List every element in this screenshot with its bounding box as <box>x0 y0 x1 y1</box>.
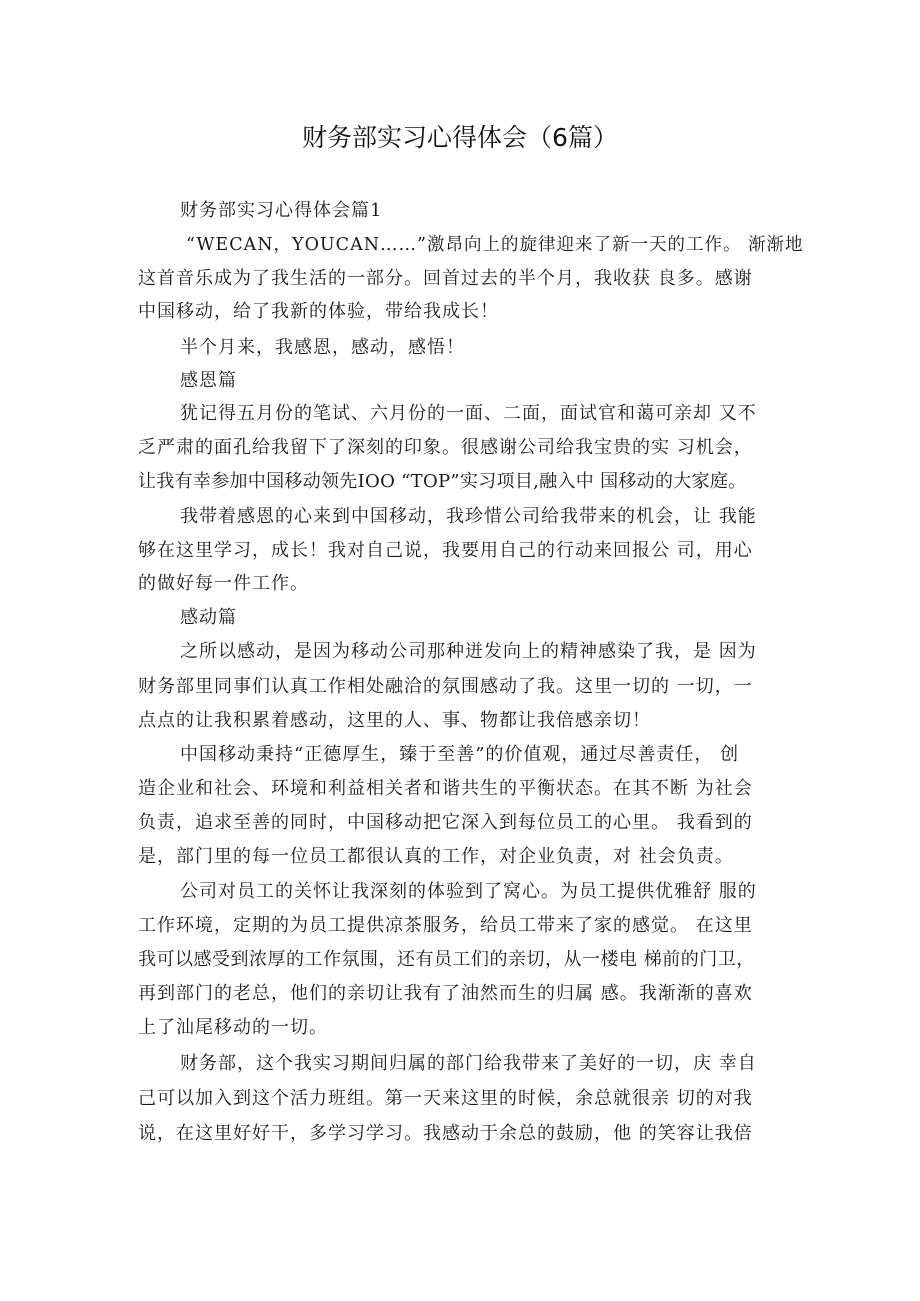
section-heading: 感动篇 <box>180 607 237 628</box>
paragraph-line: 这首音乐成为了我生活的一部分。回首过去的半个月，我收获 良多。感谢 <box>138 268 753 289</box>
paragraph-line: 点点的让我积累着感动，这里的人、事、物都让我倍感亲切！ <box>138 710 651 731</box>
paragraph-line: 我可以感受到浓厚的工作氛围，还有员工们的亲切，从一楼电 梯前的门卫， <box>138 949 755 970</box>
paragraph-line: 我带着感恩的心来到中国移动，我珍惜公司给我带来的机会，让 我能 <box>180 506 757 527</box>
paragraph-line: 再到部门的老总，他们的亲切让我有了油然而生的归属 感。我渐渐的喜欢 <box>138 983 753 1004</box>
page-title: 财务部实习心得体会（6篇） <box>302 123 618 152</box>
paragraph-line: 的做好每一件工作。 <box>138 573 309 594</box>
paragraph-line: 是，部门里的每一位员工都很认真的工作，对企业负责，对 社会负责。 <box>138 846 734 867</box>
paragraph-line: 中国移动，给了我新的体验，带给我成长！ <box>138 301 499 322</box>
paragraph-line: 说，在这里好好干，多学习学习。我感动于余总的鼓励，他 的笑容让我倍 <box>138 1123 753 1144</box>
paragraph-line: 己可以加入到这个活力班组。第一天来这里的时候，余总就很亲 切的对我 <box>138 1088 753 1109</box>
section-heading: 感恩篇 <box>180 370 237 391</box>
paragraph-line: 公司对员工的关怀让我深刻的体验到了窝心。为员工提供优雅舒 服的 <box>180 881 757 902</box>
paragraph-line: 半个月来，我感恩，感动，感悟！ <box>180 337 465 358</box>
paragraph-line: 财务部里同事们认真工作相处融洽的氛围感动了我。这里一切的 一切，一 <box>138 676 753 697</box>
paragraph-line: 负责，追求至善的同时，中国移动把它深入到每位员工的心里。 我看到的 <box>138 812 753 833</box>
paragraph-line: 之所以感动，是因为移动公司那种迸发向上的精神感染了我，是 因为 <box>180 641 757 662</box>
paragraph-line: 工作环境，定期的为员工提供凉茶服务，给员工带来了家的感觉。 在这里 <box>138 915 753 936</box>
paragraph-line: 中国移动秉持“正德厚生，臻于至善”的价值观，通过尽善责任， 创 <box>180 744 740 765</box>
paragraph-line: 犹记得五月份的笔试、六月份的一面、二面，面试官和蔼可亲却 又不 <box>180 403 757 424</box>
section-heading: 财务部实习心得体会篇1 <box>180 200 383 221</box>
paragraph-line: 财务部，这个我实习期间归属的部门给我带来了美好的一切，庆 幸自 <box>180 1053 757 1074</box>
paragraph-line: “WECAN，YOUCAN……”激昂向上的旋律迎来了新一天的工作。 渐渐地 <box>186 235 804 255</box>
paragraph-line: 乏严肃的面孔给我留下了深刻的印象。很感谢公司给我宝贵的实 习机会， <box>138 437 753 458</box>
paragraph-line: 上了汕尾移动的一切。 <box>138 1017 328 1038</box>
paragraph-line: 让我有幸参加中国移动领先IOO “TOP”实习项目,融入中 国移动的大家庭。 <box>138 471 747 492</box>
paragraph-line: 造企业和社会、环境和利益相关者和谐共生的平衡状态。在其不断 为社会 <box>138 778 753 799</box>
paragraph-line: 够在这里学习，成长！我对自己说，我要用自己的行动来回报公 司，用心 <box>138 540 753 561</box>
